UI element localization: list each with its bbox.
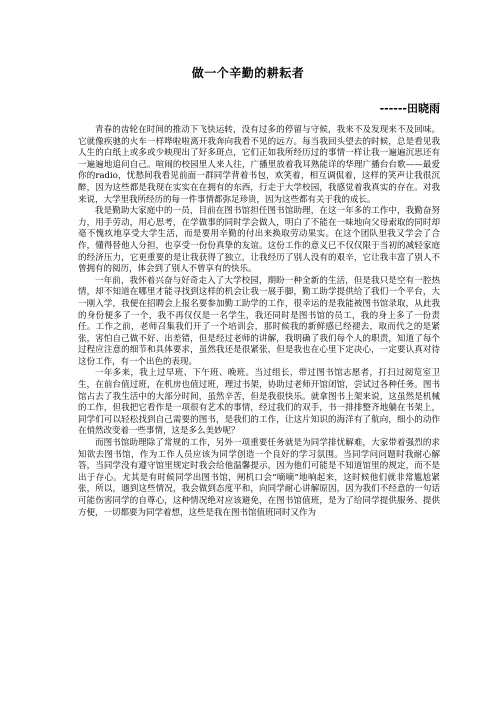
paragraph: 青春的齿轮在时间的推动下飞快运转，没有过多的停留与守候，我来不及发现来不及回味。它就像疾驰的火车一样哗啦啦离开我奔向我看不见的远方。每当我回头望去的时候，总是看见我人生的白纸上或多或少映现出了好多斑点，它们正如我所经历过的事情一样让我一遍遍沉思还有一遍遍地追问自己。喧闹的校园里人来人往，广播里放着我耳熟能详的华理广播台台歌——最爱你的radio，忧愁间我看见前面一群同学背着书包，欢笑着，相互调侃着，这样的笑声让我很沉醉，因为这些都是我现在实实在在拥有的东西，行走于大学校园，我感觉着我真实的存在。对我来说，大学里我所经历的每一件事情都弥足珍贵，因为这些都有关于我的成长。 <box>78 125 440 205</box>
document-title: 做一个辛勤的耕耘者 <box>191 66 305 80</box>
author-line: ------田晓雨 <box>379 102 440 115</box>
paragraph: 一年前，我怀着兴奋与好奇走入了大学校园，期盼一种全新的生活，但是我只是空有一腔热情，却不知道在哪里才能寻找到这样的机会让我一展手脚，勤工助学提供给了我们一个平台，大一刚入学，我便在招聘会上报名要参加勤工助学的工作，很幸运的是我能被图书馆录取，从此我的身份便多了一个，我不再仅仅是一名学生，我还同时是图书馆的员工，我的身上多了一份责任。工作之前，老师召集我们开了一个培训会，那时候我的新鲜感已经褪去，取而代之的是紧张，害怕自己做不好、出差错，但是经过老师的讲解，我明确了我们每个人的职责，知道了每个过程应注意的细节和具体要求，虽然我还是很紧张，但是我也在心里下定决心，一定要认真对待这份工作，有一个出色的表现。 <box>78 275 440 367</box>
document-body <box>78 125 440 519</box>
paragraph: 一年多来，我上过早班、下午班、晚班。当过组长，带过图书馆志愿者，打扫过阅览室卫生，在前台值过班，在机房也值过班，理过书架，协助过老师开馆闭馆，尝试过各种任务。图书馆占去了我生活中的大部分时间，虽然辛苦，但是我很快乐。就拿图书上架来说，这虽然是机械的工作，但我把它看作是一项很有艺术的事情，经过我们的双手，书一排排整齐地躺在书架上，同学们可以轻松找到自己需要的图书，是我们的工作，让这片知识的海洋有了航向，细小的动作在悄然改变着一些事情，这是多么美妙呢？ <box>78 368 440 437</box>
paragraph: 我是勤助大家庭中的一员，目前在图书馆担任图书馆助理，在这一年多的工作中，我勤奋努力，用手劳动，用心思考，在学做事的同时学会做人，明白了不能在一味地向父母索取的同时却毫不愧疚地享受大学生活，而是要用辛勤的付出来换取劳动果实。在这个团队里我又学会了合作，懂得替他人分担，也享受一份份真挚的友谊。这份工作的意义已不仅仅限于当初的减轻家庭的经济压力，它更重要的是让我获得了独立，让我经历了别人没有的艰辛，它让我丰富了别人不曾拥有的阅历，体会到了别人不曾享有的快乐。 <box>78 206 440 275</box>
paragraph: 而图书馆助理除了常规的工作，另外一项重要任务就是为同学排忧解难，大家带着强烈的求知欲去图书馆，作为工作人员应该为同学创造一个良好的学习氛围。当同学问问题时我耐心解答，当同学没有遵守馆里规定时我会给他温馨提示，因为他们可能是不知道馆里的规定，而不是出于存心。尤其是有时候同学出图书馆，闸机口会“嘀嘀”地响起来，这时候他们就非常尴尬紧张，所以，遇到这些情况，我会做到态度平和，向同学耐心讲解原因，因为我们不经意的一句话可能伤害同学的自尊心，这种情况绝对应该避免，在图书馆值班，是为了给同学提供服务、提供方便，一切都要为同学着想，这些是我在图书馆值班同时又作为 <box>78 438 440 518</box>
